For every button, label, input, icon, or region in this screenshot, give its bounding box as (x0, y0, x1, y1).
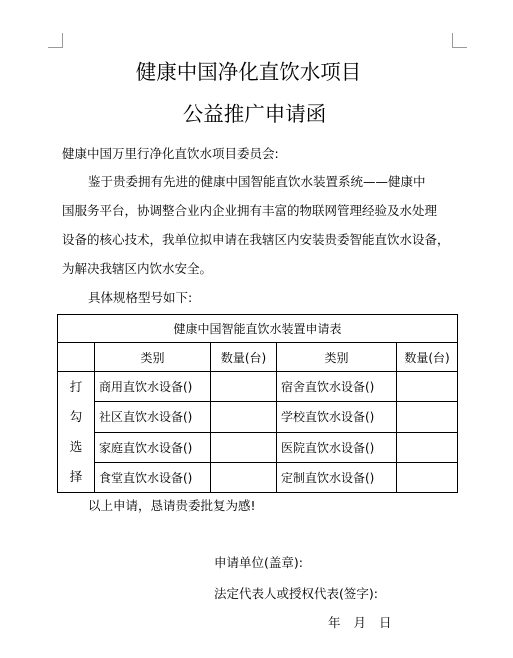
table-header-row (58, 343, 458, 372)
column-header: 数量(台) (397, 343, 458, 372)
quantity-cell[interactable] (397, 372, 458, 402)
body-line: 设备的核心技术，我单位拟申请在我辖区内安装贵委智能直饮水设备， (62, 232, 450, 247)
table-row (58, 372, 458, 402)
quantity-cell[interactable] (211, 462, 277, 492)
category-option[interactable]: 家庭直饮水设备() (95, 432, 211, 462)
body-line: 为解决我辖区内饮水安全。 (62, 261, 213, 276)
document-subtitle: 公益推广申请函 (182, 102, 327, 126)
column-header: 类别 (95, 343, 211, 372)
crop-mark-top-right (452, 33, 467, 48)
category-option[interactable]: 医院直饮水设备() (277, 432, 397, 462)
tick-select-label: 打 勾 选 择 (58, 372, 95, 493)
body-line: 鉴于贵委拥有先进的健康中国智能直饮水装置系统——健康中 (88, 174, 426, 189)
category-option[interactable]: 食堂直饮水设备() (95, 462, 211, 492)
table-row (58, 432, 458, 462)
document-title: 健康中国净化直饮水项目 (135, 60, 362, 84)
header-blank-cell (58, 343, 95, 372)
spec-intro: 具体规格型号如下: (88, 290, 193, 305)
closing-sentence: 以上申请，恳请贵委批复为感! (88, 498, 256, 513)
column-header: 类别 (277, 343, 397, 372)
quantity-cell[interactable] (211, 372, 277, 402)
date-label: 年 月 日 (328, 615, 392, 630)
category-option[interactable]: 定制直饮水设备() (277, 462, 397, 492)
representative-signature-label: 法定代表人或授权代表(签字): (214, 586, 378, 601)
body-line: 国服务平台，协调整合业内企业拥有丰富的物联网管理经验及水处理 (62, 203, 438, 218)
column-header: 数量(台) (211, 343, 277, 372)
application-table (57, 314, 458, 493)
table-row (58, 402, 458, 432)
category-option[interactable]: 商用直饮水设备() (95, 372, 211, 402)
category-option[interactable]: 学校直饮水设备() (277, 402, 397, 432)
quantity-cell[interactable] (211, 402, 277, 432)
crop-mark-top-left (48, 33, 63, 48)
quantity-cell[interactable] (211, 432, 277, 462)
addressee: 健康中国万里行净化直饮水项目委员会: (62, 146, 279, 161)
table-row (58, 462, 458, 492)
applicant-seal-label: 申请单位(盖章): (214, 555, 303, 570)
quantity-cell[interactable] (397, 432, 458, 462)
quantity-cell[interactable] (397, 402, 458, 432)
category-option[interactable]: 社区直饮水设备() (95, 402, 211, 432)
category-option[interactable]: 宿舍直饮水设备() (277, 372, 397, 402)
table-caption: 健康中国智能直饮水装置申请表 (58, 315, 458, 343)
quantity-cell[interactable] (397, 462, 458, 492)
